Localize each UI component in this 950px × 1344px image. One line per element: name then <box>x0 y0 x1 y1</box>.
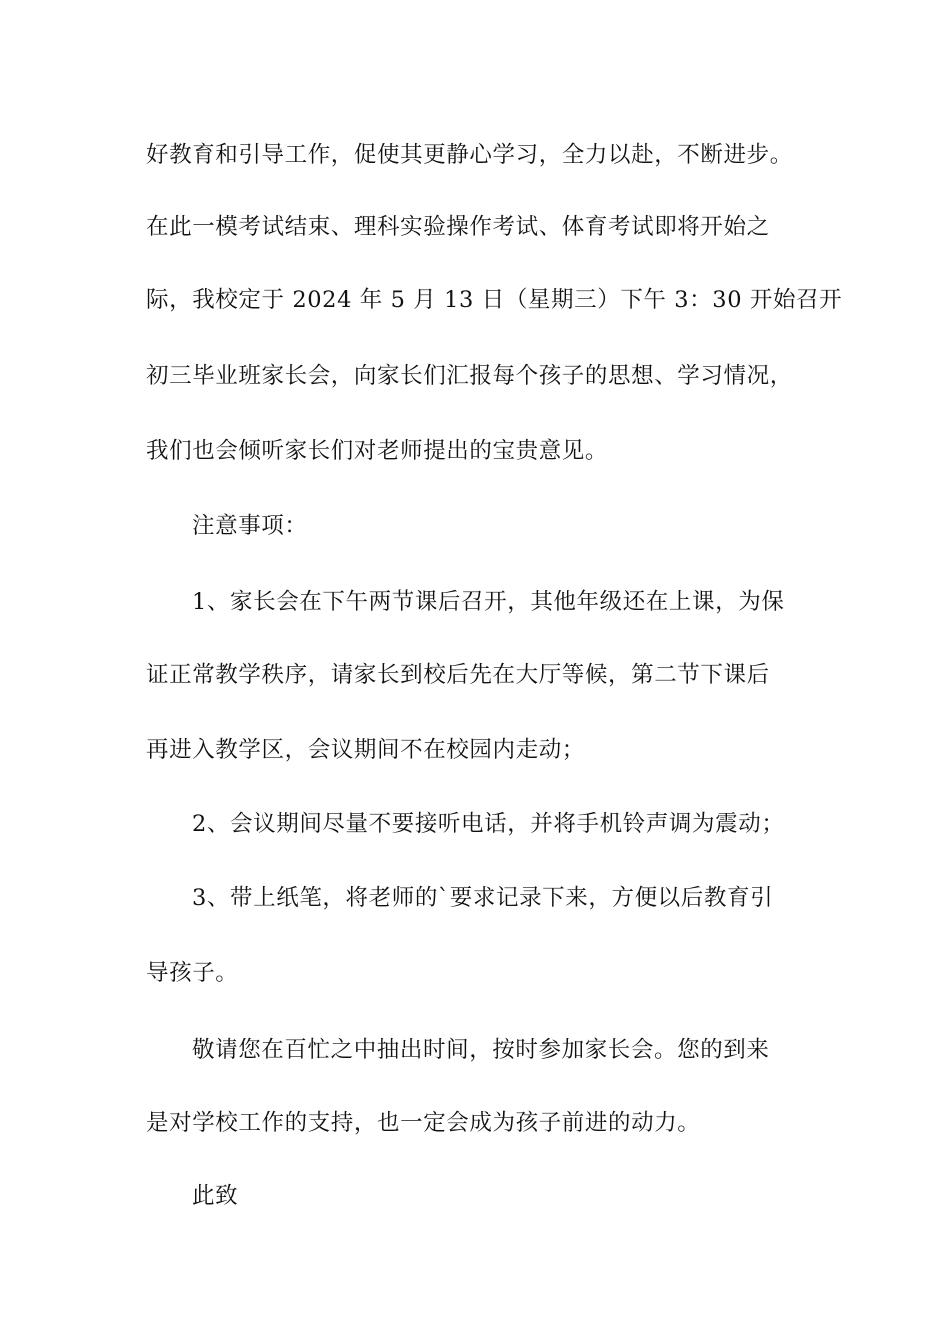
text-line: 好教育和引导工作，促使其更静心学习，全力以赴，不断进步。 <box>146 142 793 168</box>
text-line: 是对学校工作的支持，也一定会成为孩子前进的动力。 <box>146 1110 701 1136</box>
text-line: 我们也会倾听家长们对老师提出的宝贵意见。 <box>146 438 609 464</box>
text-line: 2、会议期间尽量不要接听电话，并将手机铃声调为震动； <box>192 811 785 837</box>
text-line: 再进入教学区，会议期间不在校园内走动； <box>146 737 585 763</box>
text-line: 敬请您在百忙之中抽出时间，按时参加家长会。您的到来 <box>192 1037 770 1063</box>
text-line: 在此一模考试结束、理科实验操作考试、体育考试即将开始之 <box>146 214 770 240</box>
closing-salutation: 此致 <box>192 1183 239 1209</box>
text-line: 初三毕业班家长会，向家长们汇报每个孩子的思想、学习情况， <box>146 363 793 389</box>
text-line: 际，我校定于 2024 年 5 月 13 日（星期三）下午 3：30 开始召开 <box>146 287 843 313</box>
text-line: 3、带上纸笔，将老师的`要求记录下来，方便以后教育引 <box>192 885 774 911</box>
text-line: 证正常教学秩序，请家长到校后先在大厅等候，第二节下课后 <box>146 662 770 688</box>
text-line: 导孩子。 <box>146 960 239 986</box>
section-heading: 注意事项： <box>192 513 308 539</box>
text-line: 1、家长会在下午两节课后召开，其他年级还在上课，为保 <box>192 589 785 615</box>
